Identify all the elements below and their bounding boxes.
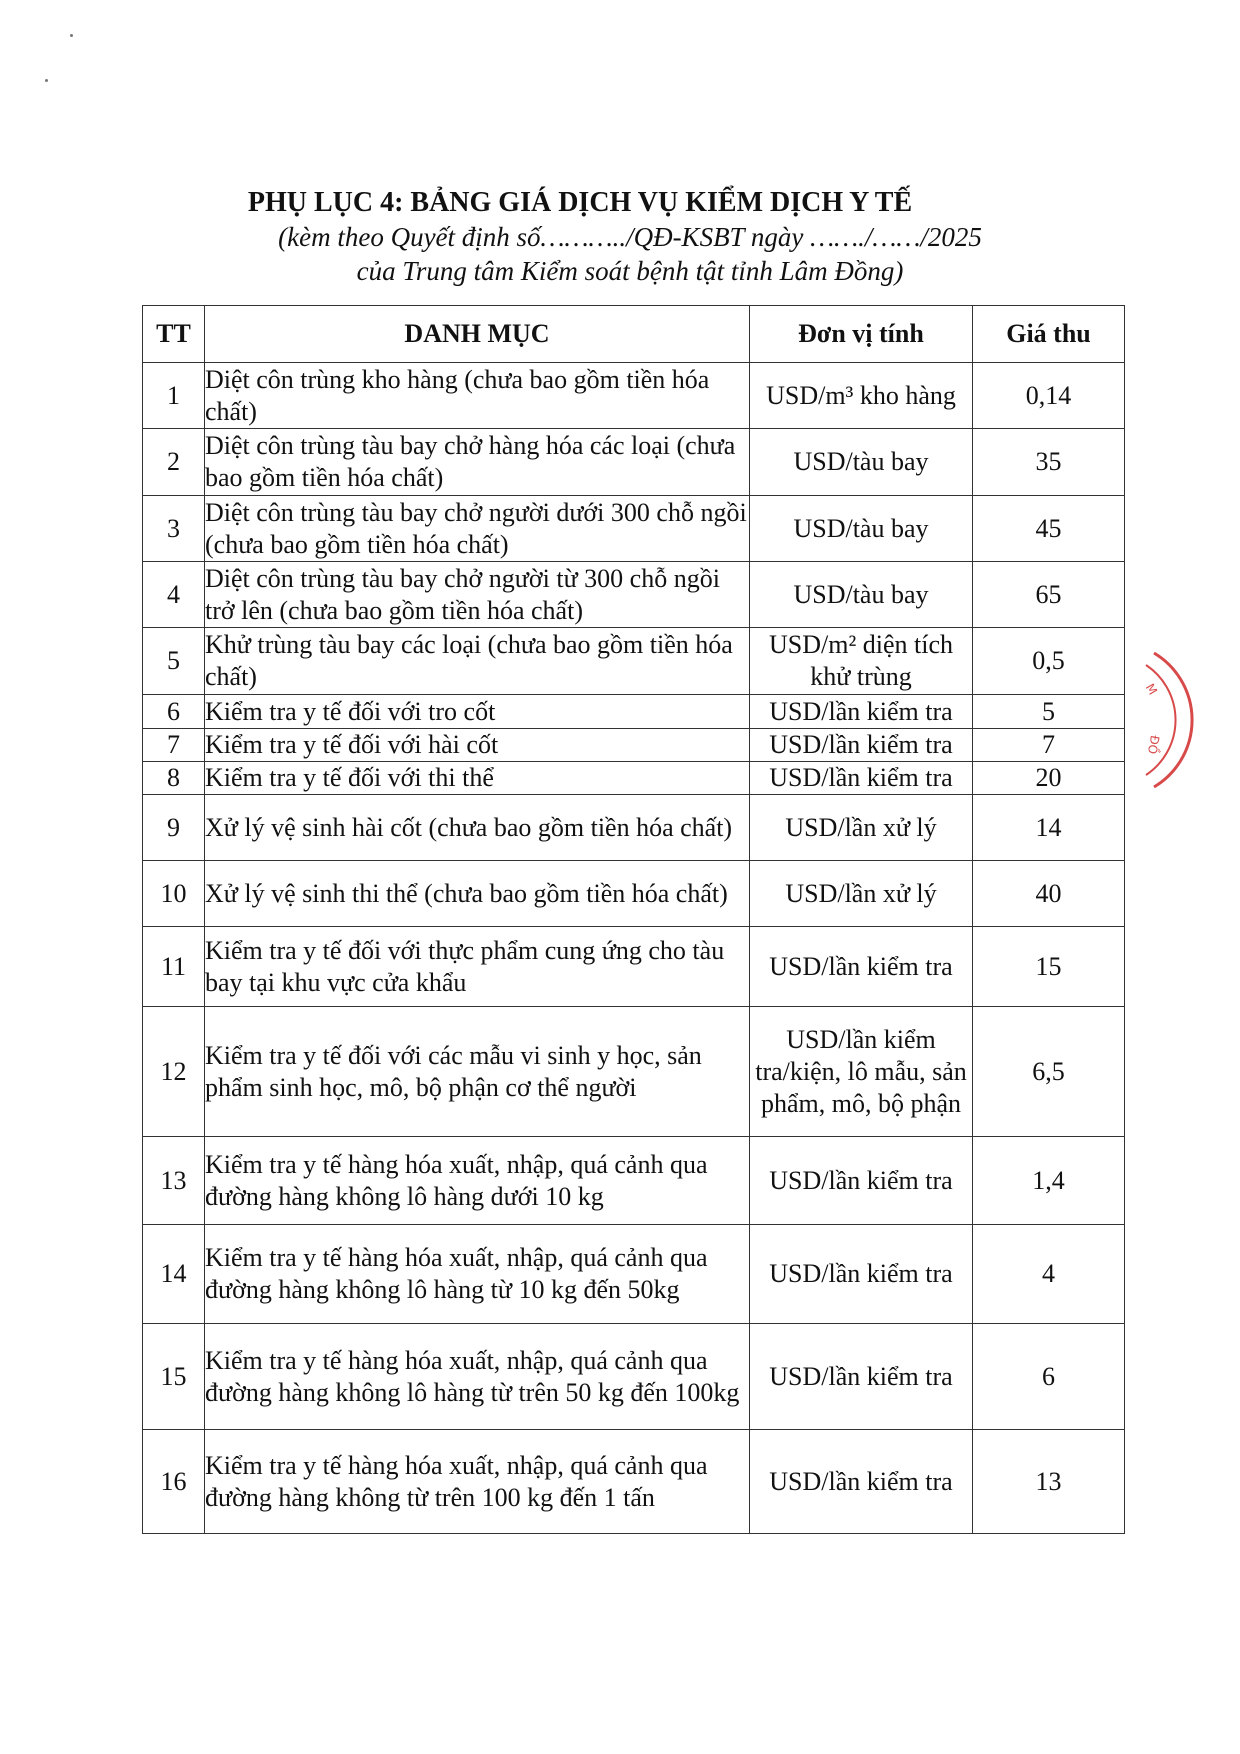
row-unit: USD/lần kiểm tra	[750, 729, 973, 762]
scan-speck	[70, 34, 73, 37]
table-row	[143, 1007, 1125, 1137]
row-item: Khử trùng tàu bay các loại (chưa bao gồm tiền hóa chất)	[205, 628, 750, 695]
row-unit: USD/lần kiểm tra	[750, 695, 973, 729]
row-price: 1,4	[973, 1137, 1125, 1225]
row-item: Kiểm tra y tế đối với thực phẩm cung ứng cho tàu bay tại khu vực cửa khẩu	[205, 927, 750, 1007]
row-number: 4	[143, 562, 205, 628]
seal-stamp-icon	[1142, 645, 1232, 795]
document-header	[0, 186, 1240, 288]
row-unit: USD/lần kiểm tra	[750, 1225, 973, 1324]
row-price: 0,14	[973, 363, 1125, 429]
row-item: Diệt côn trùng kho hàng (chưa bao gồm tiền hóa chất)	[205, 363, 750, 429]
table-row	[143, 729, 1125, 762]
table-row	[143, 628, 1125, 695]
row-price: 40	[973, 861, 1125, 927]
subtitle-line-2: của Trung tâm Kiểm soát bệnh tật tỉnh Lâm Đồng)	[356, 256, 904, 286]
row-unit: USD/lần kiểm tra	[750, 1430, 973, 1534]
row-item: Kiểm tra y tế hàng hóa xuất, nhập, quá cảnh qua đường hàng không từ trên 100 kg đến 1 tấn	[205, 1430, 750, 1534]
row-item: Xử lý vệ sinh thi thể (chưa bao gồm tiền hóa chất)	[205, 861, 750, 927]
row-unit: USD/lần kiểm tra	[750, 1137, 973, 1225]
row-unit: USD/lần kiểm tra	[750, 762, 973, 795]
table-row	[143, 363, 1125, 429]
row-number: 15	[143, 1324, 205, 1430]
row-item: Kiểm tra y tế hàng hóa xuất, nhập, quá cảnh qua đường hàng không lô hàng từ trên 50 kg đến 100kg	[205, 1324, 750, 1430]
row-unit: USD/lần xử lý	[750, 861, 973, 927]
row-number: 1	[143, 363, 205, 429]
table-row	[143, 1324, 1125, 1430]
row-item: Kiểm tra y tế đối với tro cốt	[205, 695, 750, 729]
row-price: 7	[973, 729, 1125, 762]
row-item: Xử lý vệ sinh hài cốt (chưa bao gồm tiền hóa chất)	[205, 795, 750, 861]
table-row	[143, 695, 1125, 729]
row-item: Kiểm tra y tế đối với các mẫu vi sinh y học, sản phẩm sinh học, mô, bộ phận cơ thể người	[205, 1007, 750, 1137]
row-item: Kiểm tra y tế hàng hóa xuất, nhập, quá cảnh qua đường hàng không lô hàng từ 10 kg đến 50kg	[205, 1225, 750, 1324]
row-price: 5	[973, 695, 1125, 729]
column-header-item: DANH MỤC	[205, 306, 750, 363]
row-number: 7	[143, 729, 205, 762]
row-number: 8	[143, 762, 205, 795]
table-row	[143, 496, 1125, 562]
row-number: 5	[143, 628, 205, 695]
table-row	[143, 861, 1125, 927]
row-price: 14	[973, 795, 1125, 861]
table-row	[143, 1137, 1125, 1225]
table-row	[143, 762, 1125, 795]
row-unit: USD/tàu bay	[750, 562, 973, 628]
table-row	[143, 1430, 1125, 1534]
row-number: 10	[143, 861, 205, 927]
row-number: 2	[143, 429, 205, 496]
row-number: 13	[143, 1137, 205, 1225]
table-row	[143, 795, 1125, 861]
svg-text:M: M	[1142, 681, 1160, 698]
row-item: Kiểm tra y tế đối với thi thể	[205, 762, 750, 795]
row-item: Kiểm tra y tế hàng hóa xuất, nhập, quá cảnh qua đường hàng không lô hàng dưới 10 kg	[205, 1137, 750, 1225]
price-table	[142, 305, 1125, 1534]
row-unit: USD/tàu bay	[750, 496, 973, 562]
row-price: 4	[973, 1225, 1125, 1324]
row-number: 16	[143, 1430, 205, 1534]
row-unit: USD/lần kiểm tra/kiện, lô mẫu, sản phẩm, mô, bộ phận	[750, 1007, 973, 1137]
subtitle-line-1: (kèm theo Quyết định số………../QĐ-KSBT ngày ……./……/2025	[278, 222, 982, 252]
row-unit: USD/m³ kho hàng	[750, 363, 973, 429]
column-header-price: Giá thu	[973, 306, 1125, 363]
column-header-unit: Đơn vị tính	[750, 306, 973, 363]
table-header-row	[143, 306, 1125, 363]
column-header-tt: TT	[143, 306, 205, 363]
table-row	[143, 1225, 1125, 1324]
row-price: 20	[973, 762, 1125, 795]
row-number: 14	[143, 1225, 205, 1324]
row-unit: USD/lần kiểm tra	[750, 927, 973, 1007]
row-price: 6	[973, 1324, 1125, 1430]
row-price: 35	[973, 429, 1125, 496]
row-number: 3	[143, 496, 205, 562]
svg-text:ĐỒ: ĐỒ	[1144, 734, 1162, 756]
row-number: 9	[143, 795, 205, 861]
row-unit: USD/tàu bay	[750, 429, 973, 496]
row-price: 15	[973, 927, 1125, 1007]
row-item: Diệt côn trùng tàu bay chở người từ 300 chỗ ngồi trở lên (chưa bao gồm tiền hóa chất)	[205, 562, 750, 628]
row-price: 0,5	[973, 628, 1125, 695]
row-item: Kiểm tra y tế đối với hài cốt	[205, 729, 750, 762]
row-price: 6,5	[973, 1007, 1125, 1137]
table-row	[143, 562, 1125, 628]
row-number: 11	[143, 927, 205, 1007]
row-unit: USD/lần kiểm tra	[750, 1324, 973, 1430]
scan-speck	[45, 79, 48, 82]
row-unit: USD/lần xử lý	[750, 795, 973, 861]
row-number: 12	[143, 1007, 205, 1137]
row-item: Diệt côn trùng tàu bay chở người dưới 300 chỗ ngồi (chưa bao gồm tiền hóa chất)	[205, 496, 750, 562]
row-price: 45	[973, 496, 1125, 562]
row-number: 6	[143, 695, 205, 729]
table-row	[143, 429, 1125, 496]
row-price: 13	[973, 1430, 1125, 1534]
row-item: Diệt côn trùng tàu bay chở hàng hóa các loại (chưa bao gồm tiền hóa chất)	[205, 429, 750, 496]
page-title: PHỤ LỤC 4: BẢNG GIÁ DỊCH VỤ KIỂM DỊCH Y TẾ	[247, 187, 913, 218]
row-unit: USD/m² diện tích khử trùng	[750, 628, 973, 695]
table-row	[143, 927, 1125, 1007]
row-price: 65	[973, 562, 1125, 628]
